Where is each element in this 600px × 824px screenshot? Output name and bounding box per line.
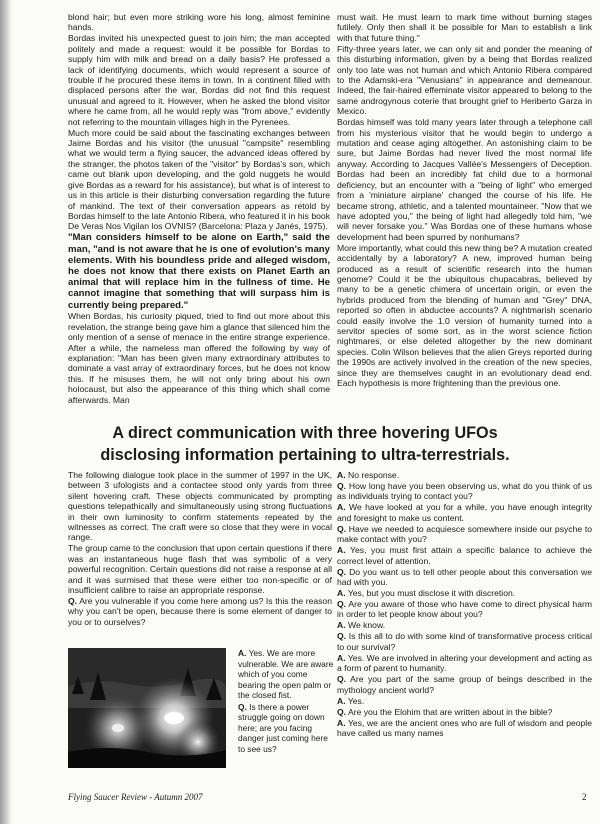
paragraph-text: Bordas himself was told many years later through a telephone call from his mysterious visitor that he would begin to undergo a mutation and cease aging altogether. An astonishing claim to be sure, but Jaime Bordas had never lived the most normal life anyway. According to Jacques Vallée's Messengers of Deception. Bordas had been an incredibly fat child due to a hormonal deficiency, but an encounter with a "being of light" who emerged from a 'miniature airplane' changed the course of his life. He became strong, athletic, and a talented mountaineer. "Now that we have adopted you," the being of light had allegedly told him, "we will never forsake you." Was Bordas one of these humans whose development had been spurred by nonhumans? — [337, 117, 592, 242]
paragraph-text: Yes. We are involved in altering your development and acting as a form of parent to humanity. — [337, 652, 592, 674]
dialogue-line — [337, 707, 592, 717]
paragraph-text: Are you part of the same group of beings described in the mythology ancient world? — [337, 674, 592, 695]
paragraph-text: Yes. — [347, 695, 365, 706]
dialogue-line — [337, 599, 592, 620]
article-paragraph — [337, 117, 592, 242]
paragraph-text: Yes, but you must disclose it with discretion. — [347, 588, 516, 599]
dialogue-intro-paragraph — [68, 596, 332, 627]
dialogue-line — [337, 718, 592, 739]
article-paragraph — [337, 243, 592, 389]
dialogue-speaker-label: Q. — [238, 701, 247, 712]
paragraph-text: Have we needed to acquiesce somewhere inside our psyche to make contact with you? — [337, 523, 592, 545]
dialogue-speaker-label: A. — [337, 620, 346, 631]
paragraph-text: The following dialogue took place in the summer of 1997 in the UK, between 3 ufologists and a contactee stood only yards from three silent hovering craft. These objects communicated by prompting questions telepathically and simultaneously using strong fluctuations in their own luminosity to confirm statements repeated by the witnesses as correct. The craft were so close that they were in vocal range. — [68, 470, 332, 543]
dialogue-line — [337, 631, 592, 652]
dialogue-intro-paragraph — [68, 543, 332, 595]
page-number: 2 — [582, 792, 587, 802]
dialogue-line — [337, 588, 592, 598]
paragraph-text: blond hair; but even more striking wore his long, almost feminine hands. — [68, 12, 330, 33]
dialogue-line — [337, 620, 592, 630]
publication-footer: Flying Saucer Review - Autumn 2007 — [68, 792, 203, 802]
ufo-night-photo — [68, 648, 226, 768]
dialogue-speaker-label: A. — [337, 588, 346, 599]
paragraph-text: How long have you been observing us, what do you think of us as individuals trying to contact you? — [337, 481, 592, 502]
paragraph-text: Are you vulnerable if you come here among us? Is this the reason why you can't be open, because there is some element of danger to you or to ourselves? — [68, 596, 332, 627]
paragraph-text: Yes, you must first attain a specific balance to achieve the correct level of attention. — [337, 545, 592, 566]
paragraph-text: Fifty-three years later, we can only sit and ponder the meaning of this disturbing information, given by a being that Bordas realized only too late was not human and which Antonio Ribera compared to the Adamski-era "Venusians" in appearance and demeanour. Indeed, the fair-haired effeminate visitor appeared to belong to the same androgynous coterie that brought grief to Heriberto Garza in Mexico. — [337, 43, 592, 117]
dialogue-speaker-label: Q. — [68, 596, 78, 607]
paragraph-text: "Man considers himself to be alone on Earth," said the man, "and is not aware that he is one of evolution's many elements. With his boundless pride and alleged wisdom, he does not know that there exists on Planet Earth an animal that will replace him in the fullness of time. He cannot imagine that something that will surpass him is currently being prepared." — [68, 232, 330, 311]
article-paragraph — [68, 12, 330, 33]
dialogue-line — [337, 545, 592, 566]
paragraph-text: We know. — [347, 620, 386, 631]
paragraph-text: Bordas invited his unexpected guest to join him; the man accepted politely and made a request: would it be possible for Bordas to supply him with milk and bread on a daily basis? He professed a lack of identifying documents, which would represent a source of trouble if he procured these items in town. In a continent filled with displaced persons after the war, Bordas did not find this request unusual and agreed to it. However, when he asked the blond visitor where he came from, all he would reply was "from above," evidently not referring to the mountain villages high in the Pyrenees. — [68, 33, 330, 127]
dialogue-speaker-label: A. — [337, 652, 346, 663]
paragraph-text: Much more could be said about the fascinating exchanges between Jaime Bordas and his visitor (the unusual "campsite" resembling what we would term a flying saucer, the advanced ideas offered by the stranger, the photos taken of the "visitor" by Bordas's son, which came out blank upon developing, and the gold nuggets he would give Bordas as a reward for his assistance), but what is of interest to us in this article is their disturbing conversation regarding the future of mankind. The text of their conversation appears as retold by Bordas himself to the late Antonio Ribera, who featured it in his book De Veras Nos Vigilan los OVNIS? (Barcelona: Plaza y Janés, 1975). — [68, 127, 330, 232]
paragraph-text: must wait. He must learn to mark time without burning stages futilely. Only then shall it be possible for Man to establish a link with that future thing." — [337, 12, 592, 43]
paragraph-text: Are you the Elohim that are written about in the bible? — [348, 706, 553, 717]
dialogue-speaker-label: Q. — [337, 566, 347, 577]
dialogue-line — [337, 524, 592, 545]
headline-line-1: A direct communication with three hovering UFOs — [112, 424, 498, 442]
dialogue-speaker-label: Q. — [337, 631, 347, 642]
article-paragraph — [68, 232, 330, 310]
dialogue-speaker-label: A. — [337, 545, 346, 556]
dialogue-line — [337, 567, 592, 588]
page-spine-shadow — [0, 0, 12, 824]
paragraph-text: The group came to the conclusion that upon certain questions if there was an instantaneous huge flash that was symbolic of a very powerful recognition. Certain questions did not raise a response at all and it was surmised that these were either too non-specific or of insufficient calibre to raise an appropriate response. — [68, 543, 332, 596]
dialogue-speaker-label: A. — [238, 648, 247, 658]
paragraph-text: Is this all to do with some kind of transformative process critical to our survival? — [337, 631, 592, 652]
dialogue-beside-photo — [238, 648, 334, 776]
paragraph-text: We have looked at you for a while, you have enough integrity and foresight to make us content. — [337, 502, 592, 523]
paragraph-text: Are you aware of those who have come to direct physical harm in order to let people know about you? — [337, 599, 592, 620]
dialogue-speaker-label: Q. — [337, 523, 347, 534]
article-paragraph — [68, 128, 330, 232]
dialogue-line — [337, 502, 592, 523]
ufo-photo-graphic — [68, 648, 226, 768]
dialogue-line — [337, 696, 592, 706]
dialogue-line — [238, 702, 334, 755]
article-column-top-left — [68, 12, 330, 460]
dialogue-column-right — [337, 470, 592, 782]
dialogue-line — [337, 470, 592, 480]
dialogue-speaker-label: A. — [337, 470, 346, 480]
dialogue-line — [238, 648, 334, 701]
paragraph-text: When Bordas, his curiosity piqued, tried to find out more about this revelation, the strange being gave him a glance that silenced him the only mention of a sense of menace in the entire strange experience. After a while, the nameless man offered the following by way of explanation: "Man has been given many extraordinary attributes to dominate a vast array of extraordinary forces, but he does not know this. If he misuses them, he will not only bring about his own holocaust, but also the appearance of this thing which shall come afterwards. Man — [68, 311, 330, 405]
paragraph-text: Do you want us to tell other people about this conversation we had with you. — [337, 566, 592, 588]
headline-line-2: disclosing information pertaining to ultra-terrestrials. — [100, 446, 510, 464]
dialogue-speaker-label: Q. — [337, 706, 347, 717]
section-headline — [20, 422, 590, 466]
paragraph-text: Is there a power struggle going on down here; are you facing danger just coming here to see us? — [238, 701, 328, 754]
paragraph-text: More importantly, what could this new thing be? A mutation created accidentally by a laboratory? A new, improved human being produced as a result of scientific research into the human genome? Could it be the ubiquitous chupacabras, believed by many to be a genetic chimera of uncertain origin, or even the hybrids produced from the blending of human and "Grey" DNA, reported so often in abductee accounts? A nightmarish scenario could easily involve the 1.0 version of humanity turned into a servitor species of some sort, as in the worst science fiction nightmares, or else deleted altogether by the new dominant species. Colin Wilson believes that the alien Greys reported during the 1990s are actively involved in the creation of the new species, since they are themselves caught in an evolutionary dead end. Each hypothesis is more frightening than the previous one. — [337, 242, 592, 388]
article-paragraph — [337, 12, 592, 43]
dialogue-line — [337, 653, 592, 674]
dialogue-speaker-label: A. — [337, 502, 346, 513]
dialogue-intro-paragraph — [68, 470, 332, 543]
article-paragraph — [68, 311, 330, 405]
dialogue-speaker-label: Q. — [337, 599, 347, 610]
article-paragraph — [337, 44, 592, 117]
article-paragraph — [68, 33, 330, 127]
paragraph-text: Yes. We are more vulnerable. We are aware which of you come bearing the open palm or the closed fist. — [238, 648, 334, 701]
dialogue-line — [337, 481, 592, 502]
dialogue-line — [337, 674, 592, 695]
paragraph-text: Yes, we are the ancient ones who are full of wisdom and people have called us many names — [337, 717, 592, 739]
paragraph-text: No response. — [347, 470, 400, 480]
dialogue-speaker-label: Q. — [337, 674, 347, 685]
dialogue-speaker-label: A. — [337, 717, 346, 728]
dialogue-speaker-label: A. — [337, 695, 346, 706]
dialogue-speaker-label: Q. — [337, 481, 347, 491]
article-column-top-right — [337, 12, 592, 412]
